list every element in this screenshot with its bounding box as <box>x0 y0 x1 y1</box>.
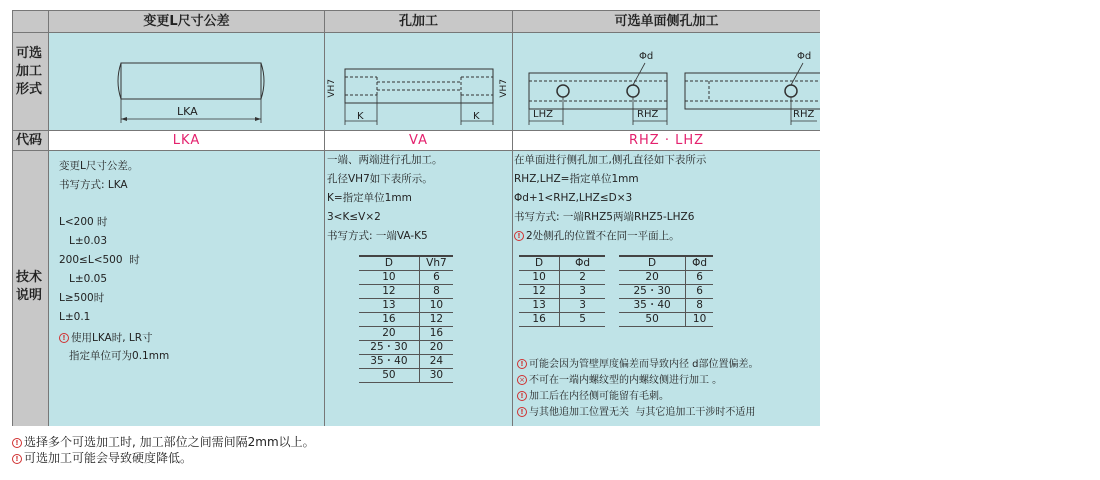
hz-th: Φd <box>692 257 708 269</box>
hz-th: D <box>519 256 560 271</box>
diagram-lka <box>49 33 325 131</box>
warning-icon: ! <box>59 333 69 343</box>
warning-icon: ! <box>514 231 524 241</box>
warning-icon: ! <box>517 407 527 417</box>
lka-warn-2: 指定单位可为0.1mm <box>59 350 170 362</box>
hz-cell: 3 <box>579 285 586 297</box>
hz-note-text: 加工后在内径侧可能留有毛刺。 <box>529 391 669 402</box>
hz-note-3 <box>517 389 669 405</box>
table-row <box>359 369 453 383</box>
va-desc: 一端、两端进行孔加工。 孔径VH7如下表所示。 K=指定单位1mm 3<K≤V×2 书写方式: 一端VA-K5 <box>327 154 443 242</box>
hz-cell: 10 <box>692 313 707 325</box>
hz-warn-text: 2处侧孔的位置不在同一平面上。 <box>526 230 680 242</box>
va-cell: 20 <box>359 327 419 341</box>
diagram-hz <box>513 33 820 131</box>
hz-cell: 12 <box>519 285 560 299</box>
table-row <box>519 285 605 299</box>
va-cell: 16 <box>359 313 419 327</box>
hz-cell: 50 <box>619 313 686 327</box>
lka-desc: 变更L尺寸公差。 书写方式: LKA <box>59 160 139 191</box>
va-cell: 6 <box>433 271 440 283</box>
va-k-right: K <box>473 111 480 122</box>
hz-cell: 20 <box>619 271 686 285</box>
lka-warn-text: 使用LKA时, LR寸 <box>71 332 153 344</box>
warning-icon: ! <box>517 391 527 401</box>
va-cell: 30 <box>429 369 444 381</box>
table-row <box>619 299 713 313</box>
hz-cell: 16 <box>519 313 560 327</box>
hz-rhz-label-1: RHZ <box>637 109 659 120</box>
va-k-left: K <box>357 111 364 122</box>
hz-cell: 6 <box>696 271 703 283</box>
hz-th: Φd <box>575 257 591 269</box>
hz-rhz-label-2: RHZ <box>793 109 815 120</box>
table-row <box>359 327 453 341</box>
spec-col1 <box>49 151 325 426</box>
va-th-vh7: Vh7 <box>426 257 447 269</box>
table-row <box>359 313 453 327</box>
va-cell: 13 <box>359 299 419 313</box>
code-lka: LKA <box>49 131 325 151</box>
header-col1: 变更L尺寸公差 <box>49 11 325 33</box>
hz-th: D <box>619 256 686 271</box>
footer-note-2 <box>12 450 192 466</box>
va-cell: 50 <box>359 369 419 383</box>
hz-cell: 13 <box>519 299 560 313</box>
va-cell: 35・40 <box>359 355 419 369</box>
spec-col3 <box>513 151 820 426</box>
warning-icon: ! <box>517 359 527 369</box>
hz-phi-d-2: Φd <box>797 51 812 62</box>
hz-table-right <box>619 255 713 327</box>
diagram-va <box>325 33 513 131</box>
table-row <box>619 313 713 327</box>
va-cell: 10 <box>359 271 419 285</box>
table-row <box>519 271 605 285</box>
va-cell: 20 <box>429 341 444 353</box>
va-cell: 10 <box>429 299 444 311</box>
prohibited-icon: × <box>517 375 527 385</box>
hz-desc: 在单面进行侧孔加工,侧孔直径如下表所示 RHZ,LHZ=指定单位1mm Φd+1<RHZ,LHZ≤D×3 书写方式: 一端RHZ5两端RHZ5-LHZ6 <box>514 154 707 223</box>
header-col3: 可选单面侧孔加工 <box>513 11 820 33</box>
hz-phi-d-1: Φd <box>639 51 654 62</box>
table-row <box>359 299 453 313</box>
hz-note-text: 与其他追加工位置无关 与其它追加工干涉时不适用 <box>529 407 756 418</box>
table-row <box>619 271 713 285</box>
table-row <box>519 299 605 313</box>
hz-cell: 3 <box>579 299 586 311</box>
lka-warn-1 <box>59 329 153 348</box>
va-cell: 12 <box>429 313 444 325</box>
va-th-d: D <box>359 256 419 271</box>
va-cell: 8 <box>433 285 440 297</box>
spec-col2 <box>325 151 513 426</box>
va-cell: 24 <box>429 355 444 367</box>
hz-cell: 6 <box>696 285 703 297</box>
footer-note-text: 可选加工可能会导致硬度降低。 <box>24 451 193 465</box>
row-label-code: 代码 <box>13 131 49 151</box>
table-row <box>359 355 453 369</box>
table-row <box>359 285 453 299</box>
table-row <box>359 341 453 355</box>
hz-warn-same <box>514 227 680 246</box>
hz-cell: 5 <box>579 313 586 325</box>
lka-dim-label: LKA <box>177 105 198 118</box>
table-row <box>619 285 713 299</box>
va-vh7-right: VH7 <box>499 79 509 98</box>
hz-note-2 <box>517 373 722 389</box>
table-row <box>519 313 605 327</box>
warning-icon: ! <box>12 438 22 448</box>
hz-table-left <box>519 255 605 327</box>
code-va: VA <box>325 131 513 151</box>
va-size-table <box>359 255 453 383</box>
hz-note-text: 不可在一端内螺纹型的内螺纹侧进行加工 。 <box>529 375 723 386</box>
va-vh7-left: VH7 <box>327 79 337 98</box>
va-cell: 16 <box>429 327 444 339</box>
hz-cell: 2 <box>579 271 586 283</box>
va-cell: 25・30 <box>359 341 419 355</box>
hz-cell: 35・40 <box>619 299 686 313</box>
hz-cell: 8 <box>696 299 703 311</box>
row-label-form: 可选 加工 形式 <box>13 33 49 131</box>
code-hz: RHZ · LHZ <box>513 131 820 151</box>
footer-note-1 <box>12 434 315 450</box>
hz-cell: 25・30 <box>619 285 686 299</box>
lka-tolerances: L<200 时 L±0.03 200≤L<500 时 L±0.05 L≥500时 L±0.1 <box>59 216 140 323</box>
hz-cell: 10 <box>519 271 560 285</box>
hz-note-text: 可能会因为管壁厚度偏差而导致内径 d部位置偏差。 <box>529 359 759 370</box>
hz-note-1 <box>517 357 759 373</box>
va-cell: 12 <box>359 285 419 299</box>
header-corner <box>13 11 49 33</box>
hz-note-4 <box>517 405 755 421</box>
row-label-spec: 技术 说明 <box>13 151 49 426</box>
warning-icon: ! <box>12 454 22 464</box>
spec-table <box>12 10 820 426</box>
table-row <box>359 271 453 285</box>
header-col2: 孔加工 <box>325 11 513 33</box>
hz-lhz-label: LHZ <box>533 109 553 120</box>
footer-note-text: 选择多个可选加工时, 加工部位之间需间隔2mm以上。 <box>24 435 315 449</box>
